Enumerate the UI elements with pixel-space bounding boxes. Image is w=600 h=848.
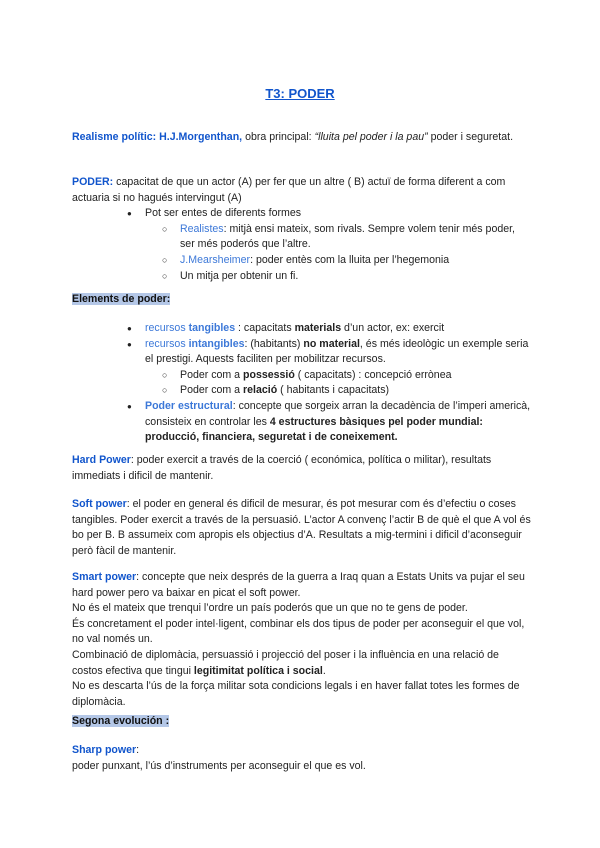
- materials-bold: materials: [294, 322, 342, 334]
- list-item-text: : capacitats: [235, 322, 295, 334]
- elements-heading-text: Elements de poder:: [72, 293, 171, 305]
- smart-power-p4-text: Combinació de diplomàcia, persuassió i projecció del poser i la influència en una relació de costos efectiva que tingui: [72, 648, 499, 677]
- sharp-power-label: Sharp power: [72, 744, 137, 756]
- smart-power-section: [72, 570, 532, 710]
- smart-power-paragraph: [72, 570, 532, 601]
- hard-power-text: : poder exercit a través de la coerció ( económica, política o militar), resultats immediats i dificil de mantenir.: [72, 454, 492, 482]
- smart-power-p4-end: .: [322, 664, 326, 677]
- sharp-power-label-line: [72, 743, 532, 759]
- list-item-text: Pot ser entes de diferents formes: [145, 207, 302, 220]
- list-item: [72, 399, 532, 446]
- smart-power-p4: [72, 648, 532, 679]
- realisme-text-end: poder i seguretat.: [427, 131, 514, 143]
- sharp-power-colon: :: [136, 744, 140, 756]
- poder-list: [72, 206, 532, 284]
- mearsheimer-label: J.Mearsheimer: [180, 253, 251, 266]
- list-item: [72, 321, 532, 337]
- list-item-text-end: , és més ideològic un exemple seria el prestigi. Aquests faciliten per mobilitzar recursos.: [145, 337, 529, 366]
- list-item-text-end: d’un actor, ex: exercit: [341, 322, 445, 334]
- page-title: T3: PODER: [265, 86, 335, 101]
- soft-power-label: Soft power: [72, 498, 127, 510]
- hard-power-paragraph: [72, 453, 532, 484]
- poder-section: [72, 175, 532, 284]
- list-item: [72, 383, 532, 399]
- list-item: [72, 368, 532, 384]
- relacio-bold: relació: [243, 384, 278, 397]
- realistes-label: Realistes: [180, 222, 224, 235]
- elements-heading: [72, 292, 532, 308]
- list-item: [72, 269, 532, 285]
- soft-power-text: : el poder en general és dificil de mesurar, és pot mesurar com és d’efectiu o coses tangibles. Poder exercit a través de la persuasió. L’actor A convenç l’actir B de què el que A vol és bo per B. B assumeix com apropis els objectius d’A. Resultats a mig-termini i dificil d’aconseguir però fàcil de mantenir.: [72, 498, 531, 557]
- tangibles-bold: tangibles: [188, 322, 236, 334]
- smart-power-p2: No és el mateix que trenqui l’ordre un país poderós que un que no te gens de poder.: [72, 602, 468, 615]
- poder-label: PODER:: [72, 176, 114, 188]
- list-item: [72, 253, 532, 269]
- smart-power-p3: És concretament el poder intel·ligent, combinar els dos tipus de poder per aconseguir el que vol, no val només un.: [72, 617, 525, 646]
- smart-power-p5: No es descarta l’ús de la força militar sota condicions legals i en haver fallat totes les formes de diplomàcia.: [72, 680, 520, 708]
- poder-text: capacitat de que un actor (A) per fer que un altre ( B) actuï de forma diferent a com actuaria si no hagués intervingut (A): [72, 176, 506, 204]
- tangibles-label: recursos: [145, 322, 189, 334]
- list-item: [72, 222, 532, 253]
- list-item-text-end: ( capacitats) : concepció errònea: [294, 368, 452, 381]
- estructural-label: Poder estructural: [145, 399, 233, 412]
- realisme-text: obra principal:: [242, 131, 315, 143]
- list-item-text-end: ( habitants i capacitats): [277, 384, 390, 397]
- estructures-bold: 4 estructures bàsiques pel poder mundial: producció, financiera, seguretat i de coneixement.: [145, 415, 483, 444]
- list-item-text: : concepte que sorgeix arran la decadència de l’imperi americà, consisteix en controlar les: [145, 399, 531, 428]
- list-item: [72, 337, 532, 368]
- soft-power-paragraph: [72, 497, 532, 559]
- intangibles-bold: intangibles: [188, 337, 245, 350]
- smart-power-text: : concepte que neix després de la guerra a Iraq quan a Estats Units va pujar el seu hard power pero va baixar en picat el soft power.: [72, 571, 525, 599]
- sharp-power-text: poder punxant, l’ús d’instruments per aconseguir el que es vol.: [72, 759, 366, 772]
- segona-heading: [72, 714, 532, 730]
- legitimitat-bold: legitimitat política i social: [193, 664, 323, 677]
- list-item-text: : poder entès com la lluita per l’hegemonia: [250, 253, 450, 266]
- list-item-text: : (habitants): [244, 337, 304, 350]
- list-item: [72, 206, 532, 222]
- realisme-paragraph: [72, 130, 532, 146]
- elements-list: [72, 321, 532, 446]
- poder-paragraph: [72, 175, 532, 206]
- list-item-text: Poder com a: [180, 368, 244, 381]
- sharp-power-section: [72, 743, 532, 774]
- list-item-text: Un mitja per obtenir un fi.: [180, 269, 299, 282]
- list-item-text: : mitjà ensi mateix, som rivals. Sempre volem tenir més poder, ser més poderós que l’altre.: [180, 222, 516, 251]
- list-item-text: Poder com a: [180, 384, 244, 397]
- intangibles-label: recursos: [145, 337, 189, 350]
- realisme-label: Realisme polític: H.J.Morgenthan,: [72, 131, 243, 143]
- hard-power-label: Hard Power: [72, 454, 131, 466]
- segona-heading-text: Segona evolución :: [72, 715, 170, 727]
- possessio-bold: possessió: [243, 368, 295, 381]
- no-material-bold: no material: [303, 337, 360, 350]
- realisme-quote: “lluita pel poder i la pau”: [314, 131, 428, 143]
- smart-power-label: Smart power: [72, 571, 137, 583]
